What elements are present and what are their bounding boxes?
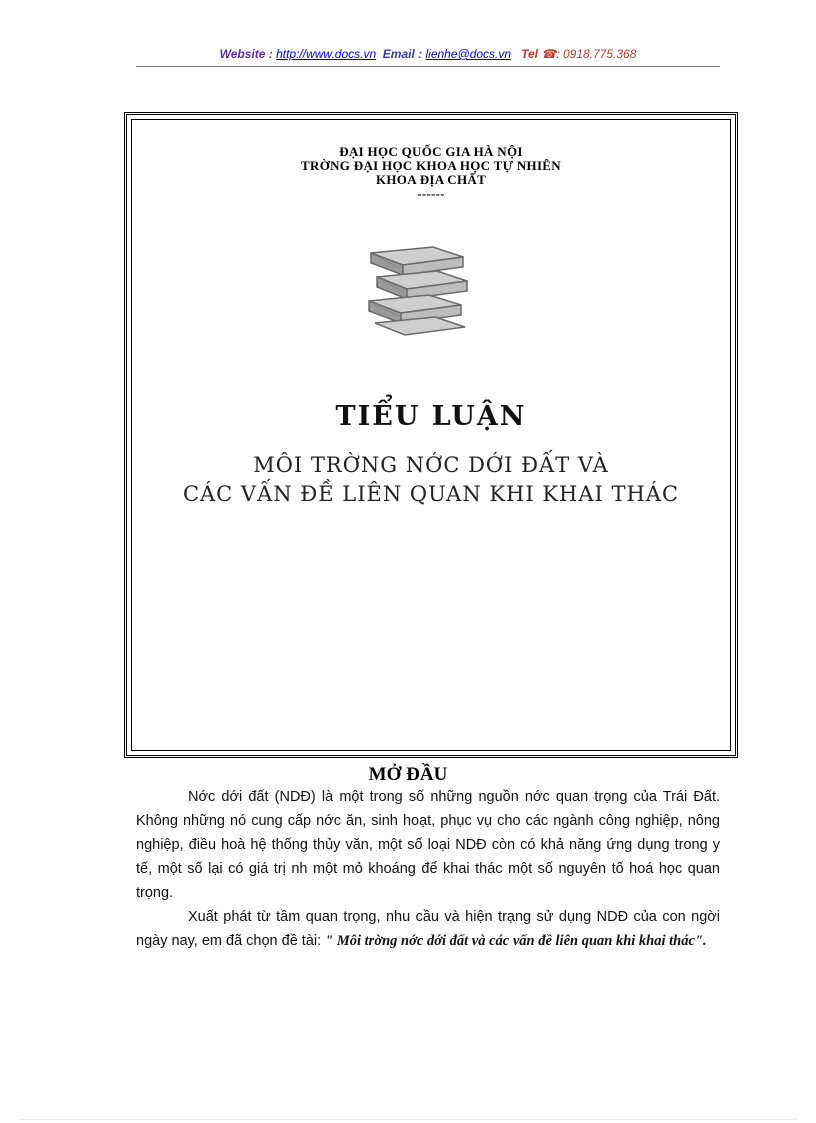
page-bottom-border (20, 1119, 796, 1120)
cover-inner-border (131, 119, 731, 751)
institution-line-2: TRỜNG ĐẠI HỌC KHOA HỌC TỰ NHIÊN (301, 158, 561, 173)
phone-number: : 0918.775.368 (556, 47, 637, 61)
intro-paragraph-2 (136, 905, 720, 953)
intro-paragraph-1 (136, 785, 720, 905)
header-divider (136, 66, 720, 67)
email-link[interactable]: lienhe@docs.vn (425, 47, 512, 61)
intro-paragraph-2-text: Xuất phát từ tầm quan trọng, nhu cầu và hiện trạng sử dụng NDĐ của con ngời ngày nay, em đã chọn đề tài: (136, 909, 720, 949)
cover-subtitle-line-1: MÔI TRỜNG NỚC DỚI ĐẤT VÀ (253, 453, 609, 477)
intro-heading: MỞ ĐẦU (368, 764, 448, 785)
institution-line-3: KHOA ĐỊA CHẤT (375, 172, 487, 187)
cover-title: TIỂU LUẬN (335, 401, 527, 432)
institution-separator: ------ (417, 186, 445, 201)
essay-topic: " Môi trờng nớc dới đất và các vấn đề liên quan khi khai thác". (325, 933, 707, 949)
cover-subtitle-line-2: CÁC VẤN ĐỀ LIÊN QUAN KHI KHAI THÁC (182, 482, 680, 506)
phone-icon: ☎ (541, 47, 557, 61)
website-label: Website : (219, 47, 273, 61)
books-stack-icon (363, 235, 475, 343)
cover-frame (124, 112, 738, 758)
website-link[interactable]: http://www.docs.vn (276, 47, 377, 61)
email-label: Email : (382, 47, 423, 61)
institution-line-1: ĐẠI HỌC QUỐC GIA HÀ NỘI (339, 144, 523, 159)
tel-label: Tel (521, 47, 538, 61)
intro-paragraph-1-text: Nớc dới đất (NDĐ) là một trong số những nguồn nớc quan trọng của Trái Đất. Không những nó cung cấp nớc ăn, sinh hoạt, phục vụ cho các ngành công nghiệp, nông nghiệp, điều hoà hệ thống thủy văn, một số loại NDĐ còn có khả năng ứng dụng trong y tế, một số lại có giá trị nh một mỏ khoáng để khai thác một số nguyên tố hoá học quan trọng. (136, 789, 720, 901)
page-header (136, 47, 720, 61)
